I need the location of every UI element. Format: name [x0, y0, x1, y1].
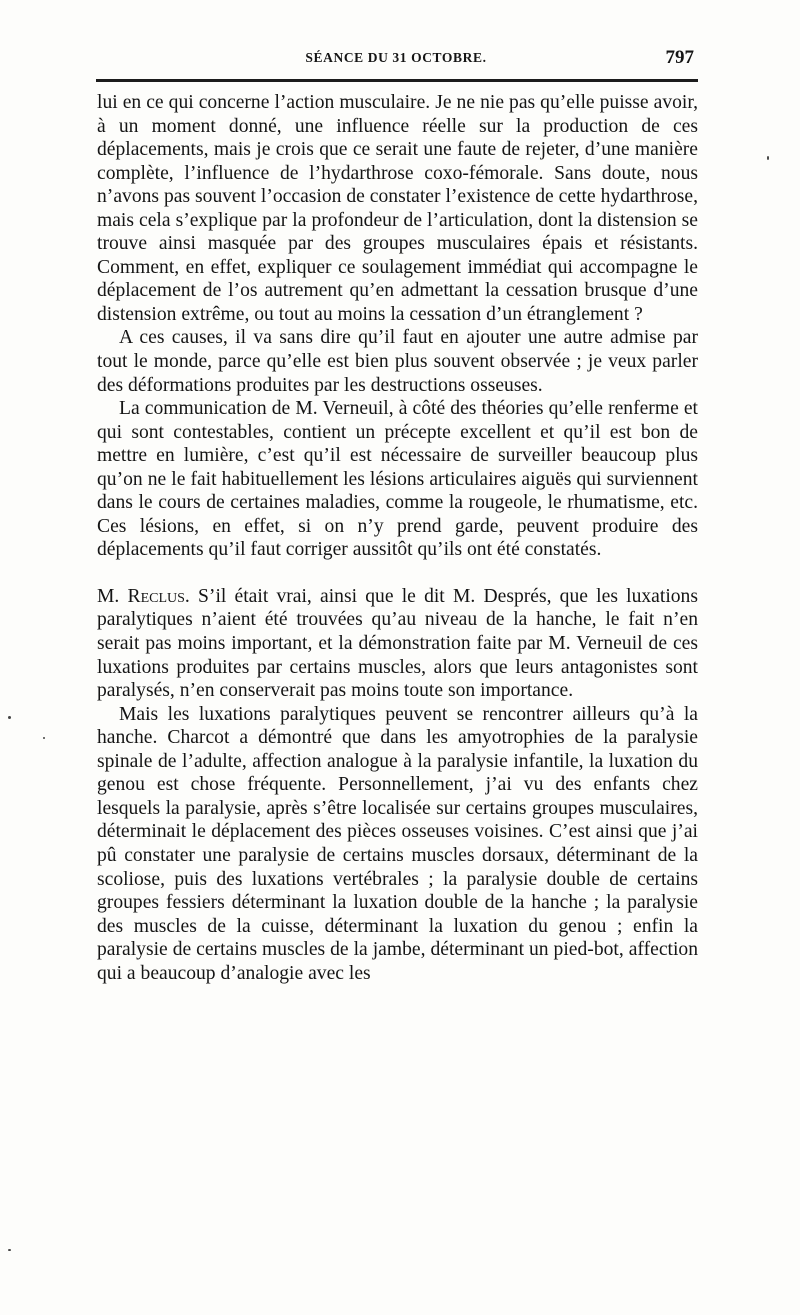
paragraph-text: S’il était vrai, ainsi que le dit M. Després, que les luxations paralytiques n’aient été trouvées qu’au niveau de la hanche, le fait n’en serait pas moins important, et la démonstration faite par M. Verneuil de ces luxations produites par certains muscles, alors que leurs antagonistes sont paralysés, n’en conserverait pas moins toute son importance. [97, 585, 698, 702]
running-title: SÉANCE DU 31 OCTOBRE. [305, 50, 487, 65]
print-speck [8, 716, 11, 719]
paragraph: A ces causes, il va sans dire qu’il faut en ajouter une autre admise par tout le monde, parce qu’elle est bien plus souvent observée ; je veux parler des déformations produites par les destructions osseuses. [97, 327, 698, 396]
paragraph-gap [97, 562, 698, 585]
speaker-name: M. Reclus. [97, 585, 190, 607]
page-number: 797 [665, 47, 694, 68]
print-speck [767, 156, 769, 160]
running-head [96, 48, 696, 70]
print-speck [43, 737, 45, 739]
paragraph: lui en ce qui concerne l’action musculaire. Je ne nie pas qu’elle puisse avoir, à un moment donné, une influence réelle sur la production de ces déplacements, mais je crois que ce serait une faute de rejeter, d’une manière complète, l’influence de l’hydarthrose coxo-fémorale. Sans doute, nous n’avons pas souvent l’occasion de constater l’existence de cette hydarthrose, mais cela s’explique par la profondeur de l’articulation, dont la distension se trouve ainsi masquée par des groupes musculaires épais et résistants. Comment, en effet, expliquer ce soulagement immédiat qui accompagne le déplacement de l’os autrement qu’en admettant la cessation brusque d’une distension extrême, ou tout au moins la cessation d’un étranglement ? [97, 92, 698, 325]
body-text [97, 91, 698, 985]
paragraph: Mais les luxations paralytiques peuvent se rencontrer ailleurs qu’à la hanche. Charcot a démontré que dans les amyotrophies de la paralysie spinale de l’adulte, affection analogue à la paralysie infantile, la luxation du genou est chose fréquente. Personnellement, j’ai vu des enfants chez lesquels la paralysie, après s’être localisée sur certains groupes musculaires, déterminait le déplacement des pièces osseuses voisines. C’est ainsi que j’ai pû constater une paralysie de certains muscles dorsaux, déterminant de la scoliose, puis des luxations vertébrales ; la paralysie double de certains groupes fessiers déterminant la luxation double de la hanche ; la paralysie des muscles de la cuisse, déterminant la luxation du genou ; enfin la paralysie de certains muscles de la jambe, déterminant un pied-bot, affection qui a beaucoup d’analogie avec les [97, 703, 698, 984]
paragraph [97, 585, 698, 703]
print-speck [8, 1249, 11, 1251]
header-rule [96, 79, 698, 82]
paragraph: La communication de M. Verneuil, à côté des théories qu’elle renferme et qui sont contestables, contient un précepte excellent et qu’il est bon de mettre en lumière, c’est qu’il est nécessaire de surveiller beaucoup plus qu’on ne le fait habituellement les lésions articulaires aiguës qui surviennent dans le cours de certaines maladies, comme la rougeole, le rhumatisme, etc. Ces lésions, en effet, si on n’y prend garde, peuvent produire des déplacements qu’il faut corriger aussitôt qu’ils ont été constatés. [97, 398, 698, 561]
